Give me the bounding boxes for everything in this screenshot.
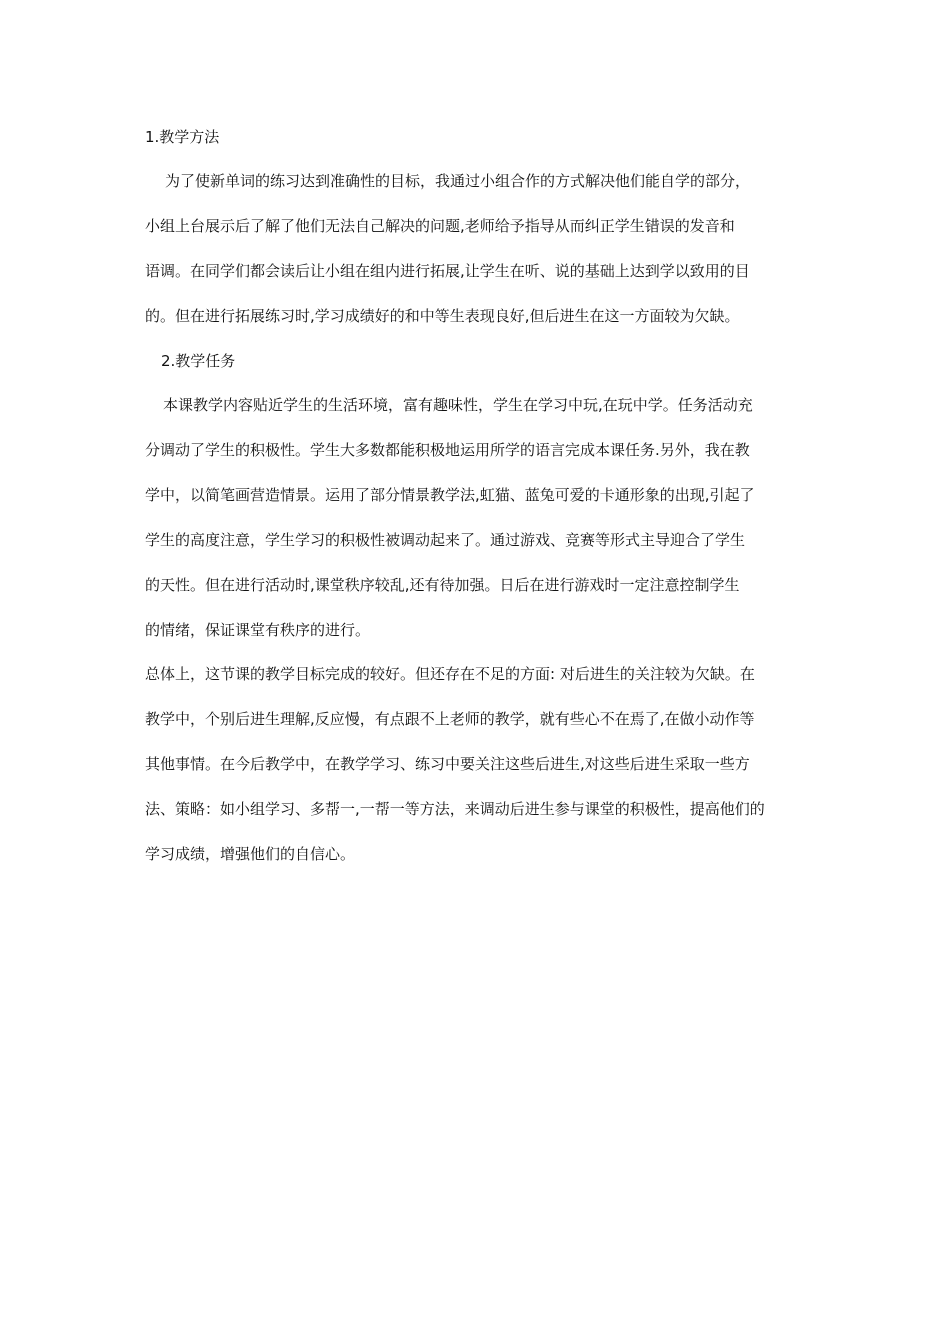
- paragraph-line: 小组上台展示后了解了他们无法自己解决的问题,老师给予指导从而纠正学生错误的发音和: [145, 217, 735, 235]
- paragraph-line: 分调动了学生的积极性。学生大多数都能积极地运用所学的语言完成本课任务.另外，我在教: [145, 441, 750, 459]
- paragraph-line: 语调。在同学们都会读后让小组在组内进行拓展,让学生在听、说的基础上达到学以致用的目: [145, 262, 750, 280]
- paragraph-line: 学习成绩，增强他们的自信心。: [145, 845, 356, 863]
- paragraph-line: 总体上，这节课的教学目标完成的较好。但还存在不足的方面: 对后进生的关注较为欠缺。在: [145, 665, 755, 683]
- paragraph-line: 的天性。但在进行活动时,课堂秩序较乱,还有待加强。日后在进行游戏时一定注意控制学生: [145, 576, 740, 594]
- section-heading-teaching-method: 1.教学方法: [145, 128, 220, 146]
- paragraph-line: 教学中，个别后进生理解,反应慢，有点跟不上老师的教学，就有些心不在焉了,在做小动作等: [145, 710, 755, 728]
- paragraph-line: 为了使新单词的练习达到准确性的目标，我通过小组合作的方式解决他们能自学的部分，: [165, 172, 751, 190]
- section-heading-teaching-task: 2.教学任务: [161, 352, 236, 370]
- paragraph-line: 本课教学内容贴近学生的生活环境，富有趣味性，学生在学习中玩,在玩中学。任务活动充: [163, 396, 753, 414]
- paragraph-line: 学生的高度注意，学生学习的积极性被调动起来了。通过游戏、竞赛等形式主导迎合了学生: [145, 531, 746, 549]
- paragraph-line: 学中，以简笔画营造情景。运用了部分情景教学法,虹猫、蓝兔可爱的卡通形象的出现,引起了: [145, 486, 755, 504]
- paragraph-line: 的。但在进行拓展练习时,学习成绩好的和中等生表现良好,但后进生在这一方面较为欠缺。: [145, 307, 740, 325]
- paragraph-line: 法、策略：如小组学习、多帮一,一帮一等方法，来调动后进生参与课堂的积极性，提高他们的: [145, 800, 765, 818]
- paragraph-line: 其他事情。在今后教学中，在教学学习、练习中要关注这些后进生,对这些后进生采取一些方: [145, 755, 750, 773]
- paragraph-line: 的情绪，保证课堂有秩序的进行。: [145, 621, 371, 639]
